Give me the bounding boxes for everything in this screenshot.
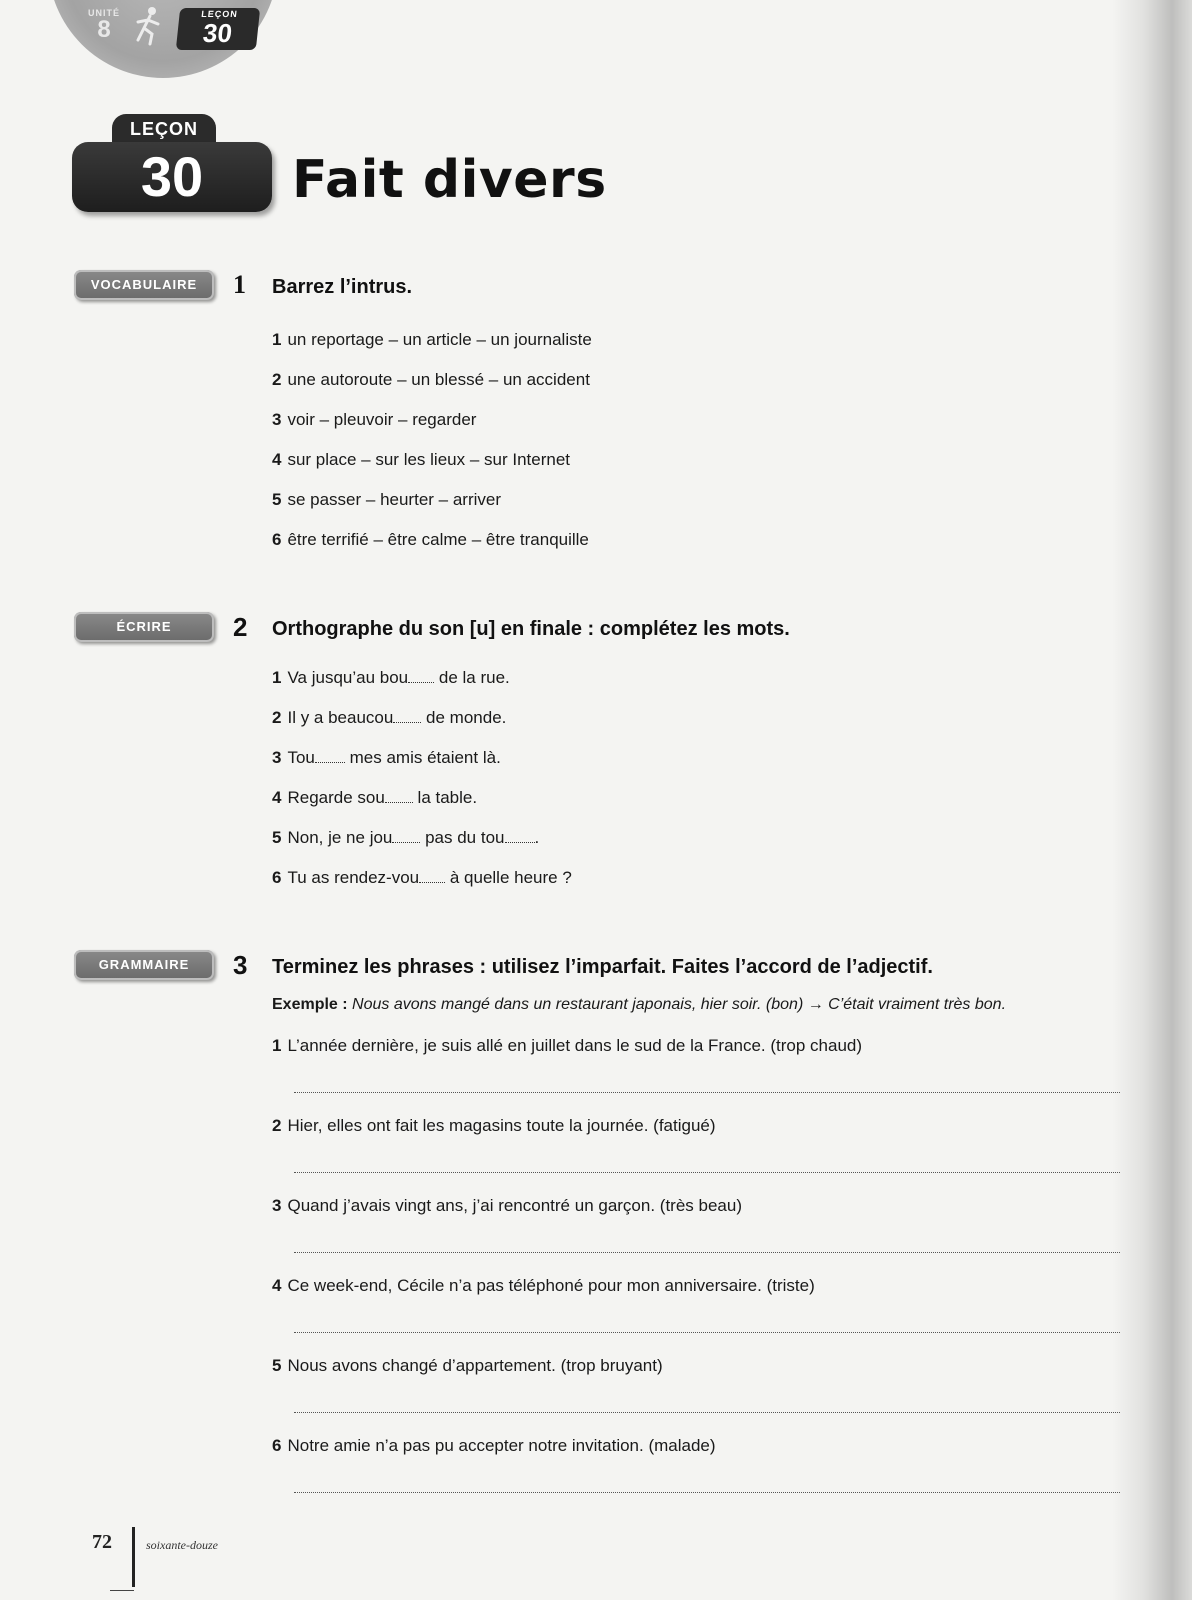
lesson-indicator-number: 30 <box>201 18 234 48</box>
answer-line[interactable] <box>294 1172 1120 1173</box>
running-figure-icon <box>128 6 168 46</box>
lesson-badge <box>72 114 272 212</box>
exercise-item: 3 Quand j’avais vingt ans, j’ai rencontré un garçon. (très beau) <box>272 1196 742 1215</box>
fill-in-item: 5 Non, je ne jou pas du tou . <box>272 828 540 847</box>
exercise-item: 5 Nous avons changé d’appartement. (trop bruyant) <box>272 1356 663 1375</box>
page-binding-shadow <box>1112 0 1192 1600</box>
blank-field[interactable] <box>408 669 434 683</box>
blank-field[interactable] <box>392 829 420 843</box>
fill-in-item: 3 Tou mes amis étaient là. <box>272 748 501 767</box>
lesson-indicator <box>176 8 260 50</box>
blank-field[interactable] <box>385 789 413 803</box>
exercise-item: 2 Hier, elles ont fait les magasins toute la journée. (fatigué) <box>272 1116 716 1135</box>
fill-in-item: 1 Va jusqu’au bou de la rue. <box>272 668 510 687</box>
list-item: 3 voir – pleuvoir – regarder <box>272 410 477 429</box>
list-item: 4 sur place – sur les lieux – sur Internet <box>272 450 570 469</box>
fill-in-item: 6 Tu as rendez-vou à quelle heure ? <box>272 868 572 887</box>
section-title: Orthographe du son [u] en finale : complétez les mots. <box>272 618 790 640</box>
answer-line[interactable] <box>294 1412 1120 1413</box>
fill-in-item: 4 Regarde sou la table. <box>272 788 478 807</box>
page-title: Fait divers <box>292 150 607 210</box>
lesson-badge-number: 30 <box>72 142 272 212</box>
unit-indicator <box>84 8 124 42</box>
footer-divider <box>132 1527 135 1587</box>
lesson-indicator-label: LEÇON <box>200 9 239 19</box>
list-item: 2 une autoroute – un blessé – un accident <box>272 370 590 389</box>
example-sentence: Exemple : Nous avons mangé dans un restaurant japonais, hier soir. (bon) → C’était vraiment très bon. <box>272 996 1007 1013</box>
section-number: 3 <box>233 950 248 980</box>
list-item: 1 un reportage – un article – un journaliste <box>272 330 592 349</box>
unit-number: 8 <box>97 16 111 43</box>
section-tag-vocabulaire: VOCABULAIRE <box>74 270 214 300</box>
exercise-item: 4 Ce week-end, Cécile n’a pas téléphoné pour mon anniversaire. (triste) <box>272 1276 815 1295</box>
answer-line[interactable] <box>294 1492 1120 1493</box>
answer-line[interactable] <box>294 1332 1120 1333</box>
page-number: 72 <box>92 1531 112 1553</box>
section-title: Barrez l’intrus. <box>272 276 413 298</box>
section-title: Terminez les phrases : utilisez l’imparfait. Faites l’accord de l’adjectif. <box>272 956 933 978</box>
section-tag-grammaire: GRAMMAIRE <box>74 950 214 980</box>
page-number-words: soixante-douze <box>146 1538 218 1552</box>
exercise-item: 6 Notre amie n’a pas pu accepter notre invitation. (malade) <box>272 1436 716 1455</box>
list-item: 5 se passer – heurter – arriver <box>272 490 502 509</box>
fill-in-item: 2 Il y a beaucou de monde. <box>272 708 507 727</box>
answer-line[interactable] <box>294 1092 1120 1093</box>
blank-field[interactable] <box>419 869 445 883</box>
section-number: 2 <box>233 612 248 642</box>
exercise-item: 1 L’année dernière, je suis allé en juillet dans le sud de la France. (trop chaud) <box>272 1036 863 1055</box>
section-number: 1 <box>233 270 246 299</box>
footer-tick <box>110 1590 134 1591</box>
answer-line[interactable] <box>294 1252 1120 1253</box>
list-item: 6 être terrifié – être calme – être tranquille <box>272 530 589 549</box>
blank-field[interactable] <box>505 829 535 843</box>
section-tag-ecrire: ÉCRIRE <box>74 612 214 642</box>
blank-field[interactable] <box>315 749 345 763</box>
unit-label: UNITÉ <box>88 8 120 18</box>
blank-field[interactable] <box>393 709 421 723</box>
lesson-badge-label: LEÇON <box>112 114 216 146</box>
